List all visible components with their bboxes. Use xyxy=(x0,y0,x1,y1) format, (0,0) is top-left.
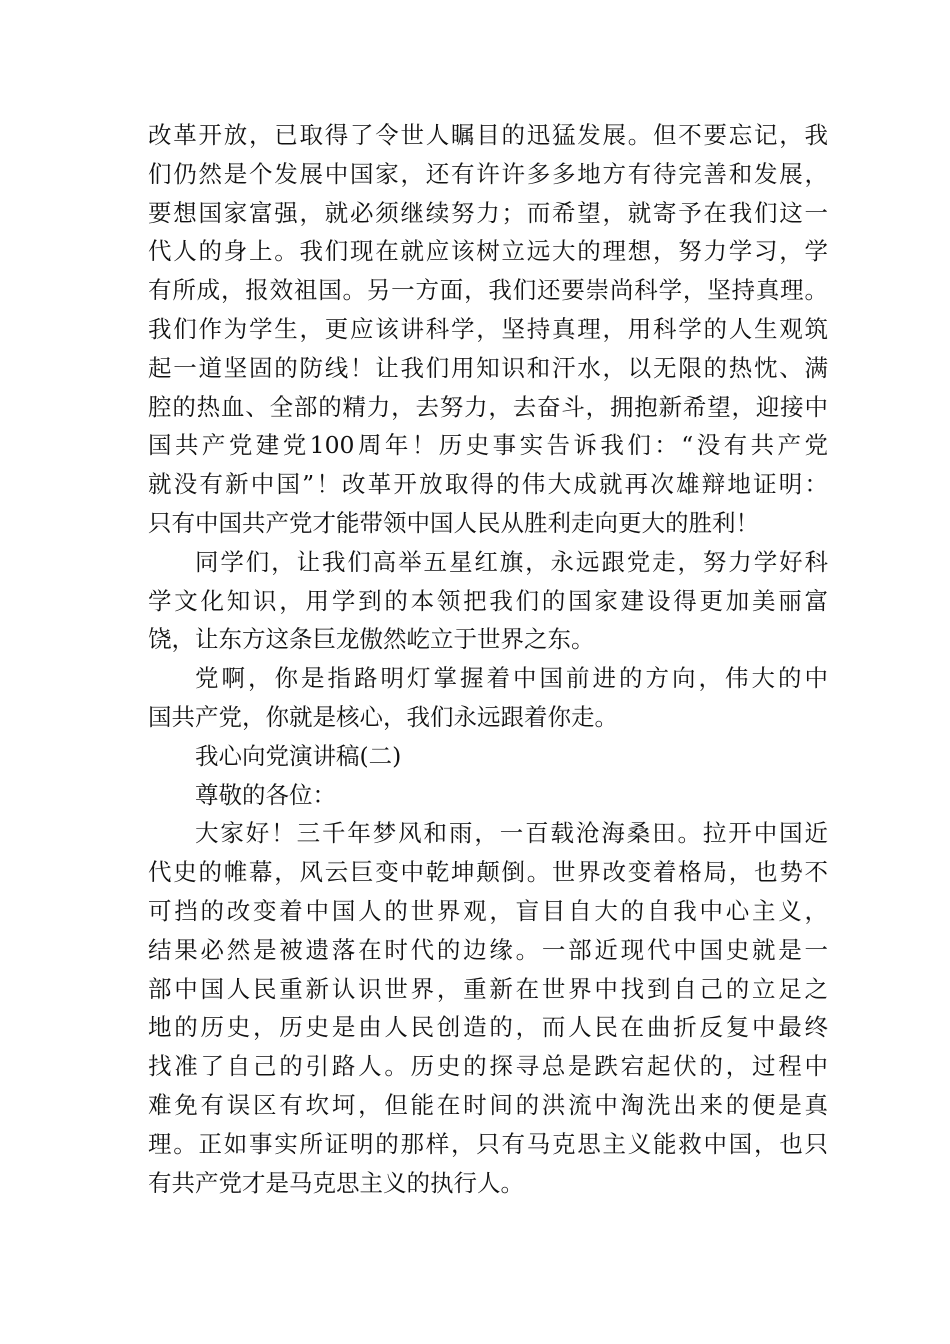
text-line: 学文化知识，用学到的本领把我们的国家建设得更加美丽富 xyxy=(148,586,828,615)
text-line: 代史的帷幕，风云巨变中乾坤颠倒。世界改变着格局，也势不 xyxy=(148,858,828,887)
text-line: 改革开放，已取得了令世人瞩目的迅猛发展。但不要忘记，我 xyxy=(148,121,828,149)
text-line: 国共产党建党100周年！历史事实告诉我们：“没有共产党 xyxy=(148,431,828,460)
section-heading: 我心向党演讲稿(二) xyxy=(195,741,402,770)
paragraph-start-line: 大家好！三千年梦风和雨，一百载沧海桑田。拉开中国近 xyxy=(195,819,828,848)
paragraph-start-line: 党啊，你是指路明灯掌握着中国前进的方向，伟大的中 xyxy=(195,664,828,693)
text-line: 们仍然是个发展中国家，还有许许多多地方有待完善和发展， xyxy=(148,159,828,188)
text-line: 起一道坚固的防线！让我们用知识和汗水，以无限的热忱、满 xyxy=(148,353,828,382)
text-line: 地的历史，历史是由人民创造的，而人民在曲折反复中最终 xyxy=(148,1013,828,1042)
text-line: 可挡的改变着中国人的世界观，盲目自大的自我中心主义， xyxy=(148,896,828,925)
text-line: 国共产党，你就是核心，我们永远跟着你走。 xyxy=(148,702,618,731)
text-line: 我们作为学生，更应该讲科学，坚持真理，用科学的人生观筑 xyxy=(148,314,828,343)
text-line: 理。正如事实所证明的那样，只有马克思主义能救中国，也只 xyxy=(148,1129,828,1158)
text-line: 要想国家富强，就必须继续努力；而希望，就寄予在我们这一 xyxy=(148,198,828,227)
text-line: 就没有新中国”！改革开放取得的伟大成就再次雄辩地证明： xyxy=(148,470,828,499)
text-line: 结果必然是被遗落在时代的边缘。一部近现代中国史就是一 xyxy=(148,935,828,964)
text-line: 有共产党才是马克思主义的执行人。 xyxy=(148,1168,524,1197)
text-line: 部中国人民重新认识世界，重新在世界中找到自己的立足之 xyxy=(148,974,828,1003)
text-line: 代人的身上。我们现在就应该树立远大的理想，努力学习，学 xyxy=(148,237,828,266)
text-line: 只有中国共产党才能带领中国人民从胜利走向更大的胜利！ xyxy=(148,508,759,537)
salutation: 尊敬的各位： xyxy=(195,780,336,809)
text-line: 有所成，报效祖国。另一方面，我们还要崇尚科学，坚持真理。 xyxy=(148,276,828,305)
text-line: 腔的热血、全部的精力，去努力，去奋斗，拥抱新希望，迎接中 xyxy=(148,392,828,421)
text-line: 难免有误区有坎坷，但能在时间的洪流中淘洗出来的便是真 xyxy=(148,1090,828,1119)
text-line: 找准了自己的引路人。历史的探寻总是跌宕起伏的，过程中 xyxy=(148,1052,828,1081)
document-body xyxy=(148,116,828,1202)
text-line: 饶，让东方这条巨龙傲然屹立于世界之东。 xyxy=(148,625,595,654)
paragraph-start-line: 同学们，让我们高举五星红旗，永远跟党走，努力学好科 xyxy=(195,547,828,576)
